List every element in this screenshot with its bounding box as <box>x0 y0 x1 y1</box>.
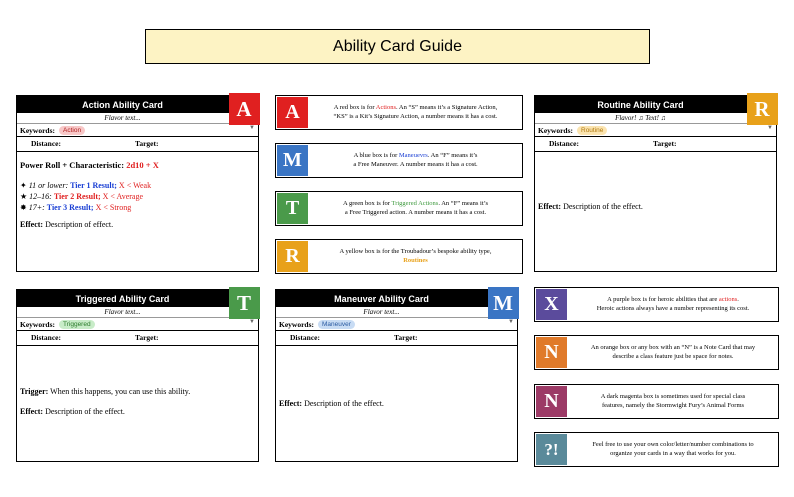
trigger-text: When this happens, you can use this ability. <box>50 387 191 396</box>
card-body <box>535 152 776 215</box>
keyword-pill: Maneuver <box>318 320 355 329</box>
tier-row <box>20 181 255 190</box>
legend-letter: R <box>277 241 308 272</box>
legend-highlight: Maneuevrs <box>398 152 428 160</box>
distance-label: Distance: <box>290 333 320 342</box>
legend-text-line2: “KS” is a Kit’s Signature Action, a number means it has a cost. <box>333 112 498 120</box>
effect-label: Effect: <box>20 407 44 416</box>
keywords-row[interactable] <box>17 318 258 331</box>
effect-line <box>20 220 255 229</box>
routine-ability-card <box>534 95 777 272</box>
action-ability-card <box>16 95 259 272</box>
legend-text <box>309 192 522 225</box>
power-roll-label: Power Roll + Characteristic: <box>20 160 125 170</box>
keywords-label: Keywords: <box>20 319 55 329</box>
legend-routine <box>275 239 523 274</box>
legend-text <box>309 240 522 273</box>
effect-label: Effect: <box>279 399 303 408</box>
legend-triggered <box>275 191 523 226</box>
legend-heroic <box>534 287 779 322</box>
legend-text-line2: Heroic actions always have a number representing its cost. <box>596 304 750 312</box>
distance-target-row <box>17 137 258 152</box>
routine-letter-badge: R <box>747 93 778 125</box>
tier-row <box>20 203 255 212</box>
legend-text-line1: Feel free to use your own color/letter/number combinations to <box>592 441 754 449</box>
power-roll-line <box>20 160 255 170</box>
legend-text <box>568 288 778 321</box>
tier-range: 11 or lower: <box>28 181 71 190</box>
distance-target-row <box>17 331 258 346</box>
legend-highlight: Triggered Actions <box>391 200 439 208</box>
card-header: Maneuver Ability Card <box>276 290 517 307</box>
tier-range: 12–16: <box>29 192 54 201</box>
legend-text-pre: A purple box is for heroic abilities that are <box>607 296 719 304</box>
legend-note <box>534 335 779 370</box>
legend-text-pre: A red box is for <box>333 104 376 112</box>
legend-text-pre: A blue box is for <box>353 152 399 160</box>
effect-line <box>20 407 255 416</box>
legend-action <box>275 95 523 130</box>
tier-bullet-icon: ✦ <box>20 181 29 190</box>
legend-letter: A <box>277 97 308 128</box>
effect-text: Description of the effect. <box>563 202 643 211</box>
effect-text: Description of effect. <box>45 220 114 229</box>
legend-highlight: actions <box>718 296 738 304</box>
action-letter-badge: A <box>229 93 260 125</box>
legend-text-line2: a Free Triggered action. A number means it has a cost. <box>344 208 487 216</box>
keywords-label: Keywords: <box>538 125 573 135</box>
keyword-pill: Action <box>59 126 85 135</box>
effect-label: Effect: <box>538 202 562 211</box>
legend-text-post: . An “S” means it’s a Signature Action, <box>396 104 498 112</box>
trigger-line <box>20 387 255 396</box>
distance-target-row <box>276 331 517 346</box>
legend-text-post: . An “F” means it’s <box>427 152 478 160</box>
tier-range: 17+: <box>28 203 47 212</box>
legend-highlight: Routines <box>403 256 428 264</box>
distance-target-row <box>535 137 776 152</box>
legend-text <box>309 96 522 129</box>
legend-letter: X <box>536 289 567 320</box>
distance-label: Distance: <box>549 139 579 148</box>
legend-custom <box>534 432 779 467</box>
flavor-text: Flavor text... <box>276 307 517 318</box>
legend-letter: T <box>277 193 308 224</box>
power-roll-value: 2d10 + X <box>126 160 159 170</box>
legend-text-line2: a Free Maneuver. A number means it has a cost. <box>353 160 478 168</box>
tier-label: Tier 1 Result; <box>70 181 119 190</box>
tier-bullet-icon: ✸ <box>20 203 29 212</box>
distance-label: Distance: <box>31 139 61 148</box>
effect-text: Description of the effect. <box>304 399 384 408</box>
legend-special <box>534 384 779 419</box>
card-body <box>17 152 258 233</box>
tier-label: Tier 2 Result; <box>53 192 103 201</box>
flavor-text: Flavor text... <box>17 307 258 318</box>
keywords-row[interactable] <box>276 318 517 331</box>
tier-result: X < Average <box>102 192 144 201</box>
trigger-label: Trigger: <box>20 387 49 396</box>
keyword-pill: Routine <box>577 126 607 135</box>
card-header: Routine Ability Card <box>535 96 776 113</box>
legend-text-line1: A dark magenta box is sometimes used for special class <box>600 393 746 401</box>
card-header: Triggered Ability Card <box>17 290 258 307</box>
maneuver-letter-badge: M <box>488 287 519 319</box>
legend-letter: M <box>277 145 308 176</box>
legend-letter: ?! <box>536 434 567 465</box>
legend-text <box>568 385 778 418</box>
tier-bullet-icon: ★ <box>20 192 30 201</box>
legend-text-line2: organize your cards in a way that works for you. <box>610 449 736 457</box>
legend-text-pre: A green box is for <box>343 200 392 208</box>
legend-text-line2: features, namely the Stormwight Fury’s Animal Forms <box>601 401 745 409</box>
keywords-label: Keywords: <box>279 319 314 329</box>
triggered-letter-badge: T <box>229 287 260 319</box>
legend-letter: N <box>536 386 567 417</box>
legend-text-pre: A yellow box is for the Troubadour’s bespoke ability type, <box>339 248 492 256</box>
chevron-down-icon[interactable]: ▼ <box>249 125 255 131</box>
legend-text <box>309 144 522 177</box>
triggered-ability-card <box>16 289 259 462</box>
target-label: Target: <box>135 139 159 148</box>
target-label: Target: <box>653 139 677 148</box>
legend-text-post: . <box>737 296 739 304</box>
legend-text-line1: An orange box or any box with an “N” is a Note Card that may <box>590 344 756 352</box>
effect-text: Description of the effect. <box>45 407 125 416</box>
keywords-row[interactable] <box>17 124 258 137</box>
distance-label: Distance: <box>31 333 61 342</box>
maneuver-ability-card <box>275 289 518 462</box>
tier-list <box>20 181 255 212</box>
card-body <box>17 346 258 420</box>
keyword-pill: Triggered <box>59 320 95 329</box>
chevron-down-icon[interactable]: ▼ <box>767 125 773 131</box>
card-header: Action Ability Card <box>17 96 258 113</box>
target-label: Target: <box>394 333 418 342</box>
legend-letter: N <box>536 337 567 368</box>
page-title: Ability Card Guide <box>145 29 650 64</box>
card-body <box>276 346 517 412</box>
flavor-text: Flavor text... <box>17 113 258 124</box>
tier-result: X < Weak <box>118 181 152 190</box>
legend-maneuver <box>275 143 523 178</box>
effect-label: Effect: <box>20 220 44 229</box>
chevron-down-icon[interactable]: ▼ <box>508 319 514 325</box>
legend-text-line2: describe a class feature just be space for notes. <box>612 352 734 360</box>
keywords-label: Keywords: <box>20 125 55 135</box>
target-label: Target: <box>135 333 159 342</box>
tier-row <box>20 192 255 201</box>
legend-highlight: Actions <box>375 104 396 112</box>
tier-result: X < Strong <box>95 203 132 212</box>
legend-text-post: . An “F” means it’s <box>438 200 488 208</box>
keywords-row[interactable] <box>535 124 776 137</box>
flavor-text: Flavor! ♫ Text! ♫ <box>535 113 776 124</box>
tier-label: Tier 3 Result; <box>46 203 96 212</box>
legend-text <box>568 336 778 369</box>
chevron-down-icon[interactable]: ▼ <box>249 319 255 325</box>
legend-text <box>568 433 778 466</box>
